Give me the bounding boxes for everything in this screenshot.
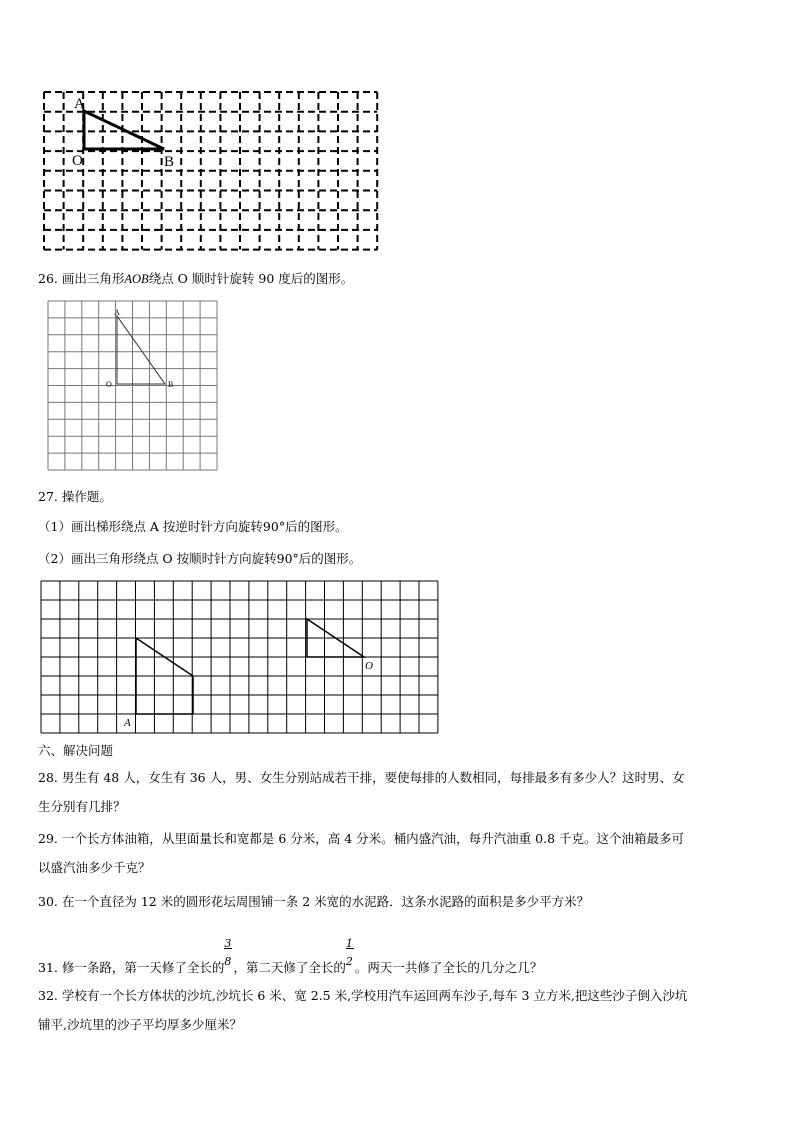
question-number: 30. bbox=[38, 894, 58, 909]
figure3-grid bbox=[40, 580, 440, 735]
figure1-dashed-grid bbox=[38, 88, 384, 254]
q26-text-after: 绕点 O 顺时针旋转 90 度后的图形。 bbox=[148, 271, 354, 286]
question-number: 29. bbox=[38, 831, 58, 846]
question-number: 28. bbox=[38, 770, 58, 785]
figure1-label-b: B bbox=[164, 154, 175, 170]
q26-text: 画出三角形 bbox=[61, 271, 125, 286]
q26-math: AOB bbox=[124, 272, 149, 286]
q27-text: 操作题。 bbox=[61, 489, 112, 504]
fraction-numerator: 3 bbox=[224, 937, 232, 950]
question-31 bbox=[38, 937, 543, 978]
question-number: 31. bbox=[38, 960, 58, 975]
figure3-label-a: A bbox=[124, 717, 131, 729]
q31-part1: 修一条路，第一天修了全长的 bbox=[61, 960, 225, 975]
fraction-numerator: 1 bbox=[345, 937, 353, 950]
figure2-label-o: O bbox=[106, 380, 112, 389]
q30-text: 在一个直径为 12 米的圆形花坛周围铺一条 2 米宽的水泥路．这条水泥路的面积是多少平方米？ bbox=[61, 894, 590, 909]
question-30 bbox=[38, 892, 589, 912]
question-27 bbox=[38, 487, 112, 507]
figure2-grid bbox=[47, 300, 219, 472]
q27-sub1: （1）画出梯形绕点 A 按逆时针方向旋转90°后的图形。 bbox=[38, 519, 348, 534]
figure2-label-b: B bbox=[168, 380, 174, 389]
question-number: 27. bbox=[38, 489, 58, 504]
fraction-denominator: 8 bbox=[224, 955, 232, 968]
section-title: 六、解决问题 bbox=[38, 743, 114, 758]
q31-part2: ，第二天修了全长的 bbox=[233, 960, 346, 975]
figure2-triangle bbox=[117, 316, 165, 384]
fraction-3-8 bbox=[224, 937, 233, 972]
question-28 bbox=[38, 768, 685, 788]
figure1-triangle bbox=[84, 111, 164, 149]
question-number: 26. bbox=[38, 271, 58, 286]
fraction-denominator: 2 bbox=[345, 955, 353, 968]
q31-part3: 。两天一共修了全长的几分之几？ bbox=[354, 960, 543, 975]
question-29 bbox=[38, 829, 684, 849]
question-26 bbox=[38, 269, 353, 289]
figure2-label-a: A bbox=[114, 308, 120, 317]
q29-line1: 一个长方体油箱，从里面量长和宽都是 6 分米，高 4 分米。桶内盛汽油，每升汽油重 0.8 千克。这个油箱最多可 bbox=[61, 831, 685, 846]
q32-line1: 学校有一个长方体状的沙坑,沙坑长 6 米、宽 2.5 米,学校用汽车运回两车沙子,每车 3 立方米,把这些沙子倒入沙坑 bbox=[61, 988, 688, 1003]
question-32 bbox=[38, 986, 687, 1006]
q28-line1: 男生有 48 人，女生有 36 人，男、女生分别站成若干排，要使每排的人数相同，每排最多有多少人？这时男、女 bbox=[61, 770, 685, 785]
q32-line2: 铺平,沙坑里的沙子平均厚多少厘米？ bbox=[38, 1017, 242, 1032]
q28-line2: 生分别有几排？ bbox=[38, 799, 126, 814]
q27-sub2: （2）画出三角形绕点 O 按顺时针方向旋转90°后的图形。 bbox=[38, 551, 362, 566]
figure1-label-a: A bbox=[74, 96, 85, 112]
question-number: 32. bbox=[38, 988, 58, 1003]
figure3-label-o: O bbox=[365, 660, 373, 672]
fraction-1-2 bbox=[345, 937, 355, 972]
q29-line2: 以盛汽油多少千克？ bbox=[38, 860, 151, 875]
figure1-label-o: O bbox=[72, 153, 83, 169]
